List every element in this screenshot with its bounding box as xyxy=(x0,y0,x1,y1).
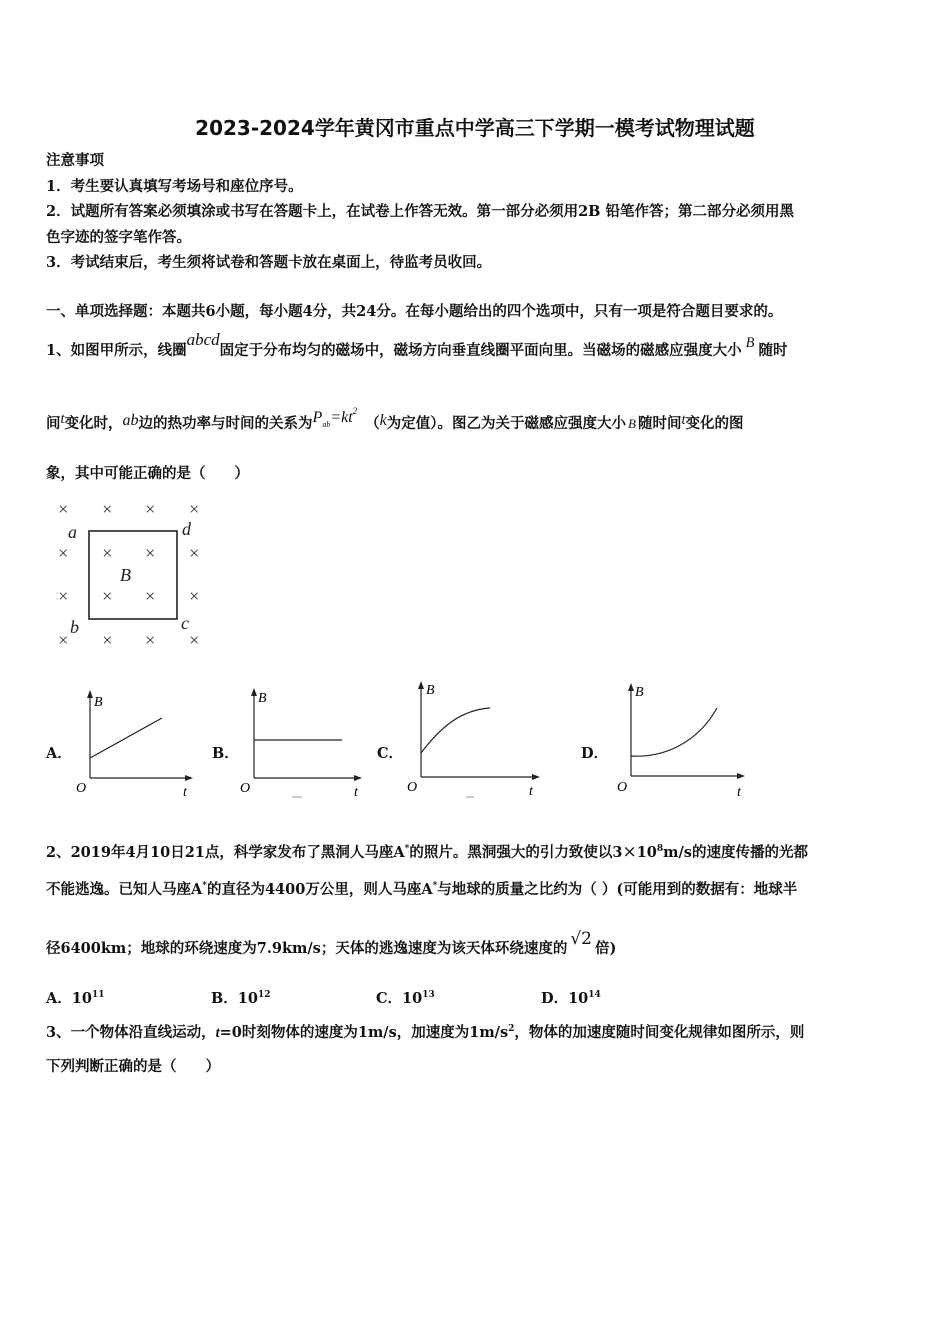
field-cross: × xyxy=(188,586,201,606)
q1-line-1: 1、如图甲所示，线圈abcd固定于分布均匀的磁场中，磁场方向垂直线圈平面向里。当磁场的磁感应强度大小 B 随时 xyxy=(46,330,788,359)
field-cross: × xyxy=(101,586,114,606)
graph-line xyxy=(90,718,162,758)
corner-c: c xyxy=(181,613,189,633)
field-cross: × xyxy=(57,630,70,650)
q1-option-d-letter[interactable]: D． xyxy=(581,745,609,762)
origin-label: O xyxy=(76,781,87,796)
field-cross: × xyxy=(101,543,114,563)
field-cross: × xyxy=(144,543,157,563)
q2-option-a[interactable]: A．$10^{11}$ xyxy=(46,989,105,1007)
field-cross: × xyxy=(188,499,201,519)
q1-option-b-graph[interactable] xyxy=(234,686,369,800)
q1-option-b-letter[interactable]: B． xyxy=(212,745,239,762)
field-cross: × xyxy=(188,630,201,650)
q2-option-c[interactable]: C．$10^{13}$ xyxy=(376,989,435,1007)
field-cross: × xyxy=(101,499,114,519)
y-label: B xyxy=(426,683,435,698)
corner-d: d xyxy=(182,519,191,539)
y-label: B xyxy=(258,691,267,706)
y-axis-arrow xyxy=(418,681,424,689)
field-B-label: B xyxy=(120,565,131,585)
y-axis-arrow xyxy=(87,690,93,698)
origin-label: O xyxy=(407,780,418,795)
q1-option-c-letter[interactable]: C． xyxy=(377,745,404,762)
q2-option-d[interactable]: D．$10^{14}$ xyxy=(541,989,601,1007)
q1-line-3: 象，其中可能正确的是（ ） xyxy=(46,465,249,482)
field-cross: × xyxy=(188,543,201,563)
corner-a: a xyxy=(68,522,77,542)
coil-figure xyxy=(46,495,221,655)
q1-option-a-graph[interactable] xyxy=(70,688,200,800)
x-label: t xyxy=(737,785,741,800)
q3-line-1: 3、一个物体沿直线运动，t=0时刻物体的速度为1m/s，加速度为$1m/s^2$，物体的加速度随时间变化规律如图所示，则 xyxy=(46,1023,805,1041)
q3-line-2: 下列判断正确的是（ ） xyxy=(46,1058,220,1075)
q1-option-c-graph[interactable] xyxy=(400,678,545,800)
q1-line-2: 间t变化时，ab边的热功率与时间的关系为$Pab=kt^2(k$为定值）。图乙为关于磁感应强度大小 B 随时间t变化的图 xyxy=(46,406,744,432)
q2-line-2: 不能逃逸。已知人马座A*的直径为4400万公里，则人马座A*与地球的质量之比约为（ ）(可能用到的数据有：地球半 xyxy=(46,880,798,898)
notice-item-3: 3．考试结束后，考生须将试卷和答题卡放在桌面上，待监考员收回。 xyxy=(46,254,492,271)
notice-item-2: 2．试题所有答案必须填涂或书写在答题卡上，在试卷上作答无效。第一部分必须用2B 铅笔作答；第二部分必须用黑 xyxy=(46,203,794,220)
corner-b: b xyxy=(70,617,79,637)
origin-label: O xyxy=(617,780,628,795)
notice-heading: 注意事项 xyxy=(46,152,104,169)
field-cross: × xyxy=(57,543,70,563)
section-heading: 一、单项选择题：本题共6小题，每小题4分，共24分。在每小题给出的四个选项中，只有一项是符合题目要求的。 xyxy=(46,303,783,320)
field-cross: × xyxy=(101,630,114,650)
x-label: t xyxy=(529,784,533,799)
q2-option-b[interactable]: B．$10^{12}$ xyxy=(211,989,271,1007)
x-label: t xyxy=(354,785,358,800)
q2-line-3: 径6400km；地球的环绕速度为7.9km/s；天体的逃逸速度为该天体环绕速度的 √2 倍) xyxy=(46,929,617,957)
q1-option-d-graph[interactable] xyxy=(610,680,755,800)
y-axis-arrow xyxy=(251,688,257,696)
x-label: t xyxy=(183,785,187,800)
x-axis-arrow xyxy=(737,773,745,779)
q1-option-a-letter[interactable]: A． xyxy=(46,745,72,762)
field-cross: × xyxy=(57,499,70,519)
x-axis-arrow xyxy=(185,775,193,781)
field-cross: × xyxy=(144,630,157,650)
x-axis-arrow xyxy=(354,775,362,781)
graph-curve xyxy=(421,708,490,753)
graph-curve xyxy=(631,708,717,756)
field-cross: × xyxy=(57,586,70,606)
notice-item-1: 1．考生要认真填写考场号和座位序号。 xyxy=(46,178,303,195)
x-axis-arrow xyxy=(532,774,540,780)
notice-item-2-cont: 色字迹的签字笔作答。 xyxy=(46,229,191,246)
y-label: B xyxy=(635,685,644,700)
field-cross: × xyxy=(144,586,157,606)
q2-line-1: 2、2019年4月10日21点，科学家发布了黑洞人马座A*的照片。黑洞强大的引力致使以$3\times 10^8m/s$的速度传播的光都 xyxy=(46,841,808,862)
y-label: B xyxy=(94,695,103,710)
y-axis-arrow xyxy=(628,683,634,691)
field-cross: × xyxy=(144,499,157,519)
page-title: 2023-2024学年黄冈市重点中学高三下学期一模考试物理试题 xyxy=(195,116,755,140)
origin-label: O xyxy=(240,781,251,796)
